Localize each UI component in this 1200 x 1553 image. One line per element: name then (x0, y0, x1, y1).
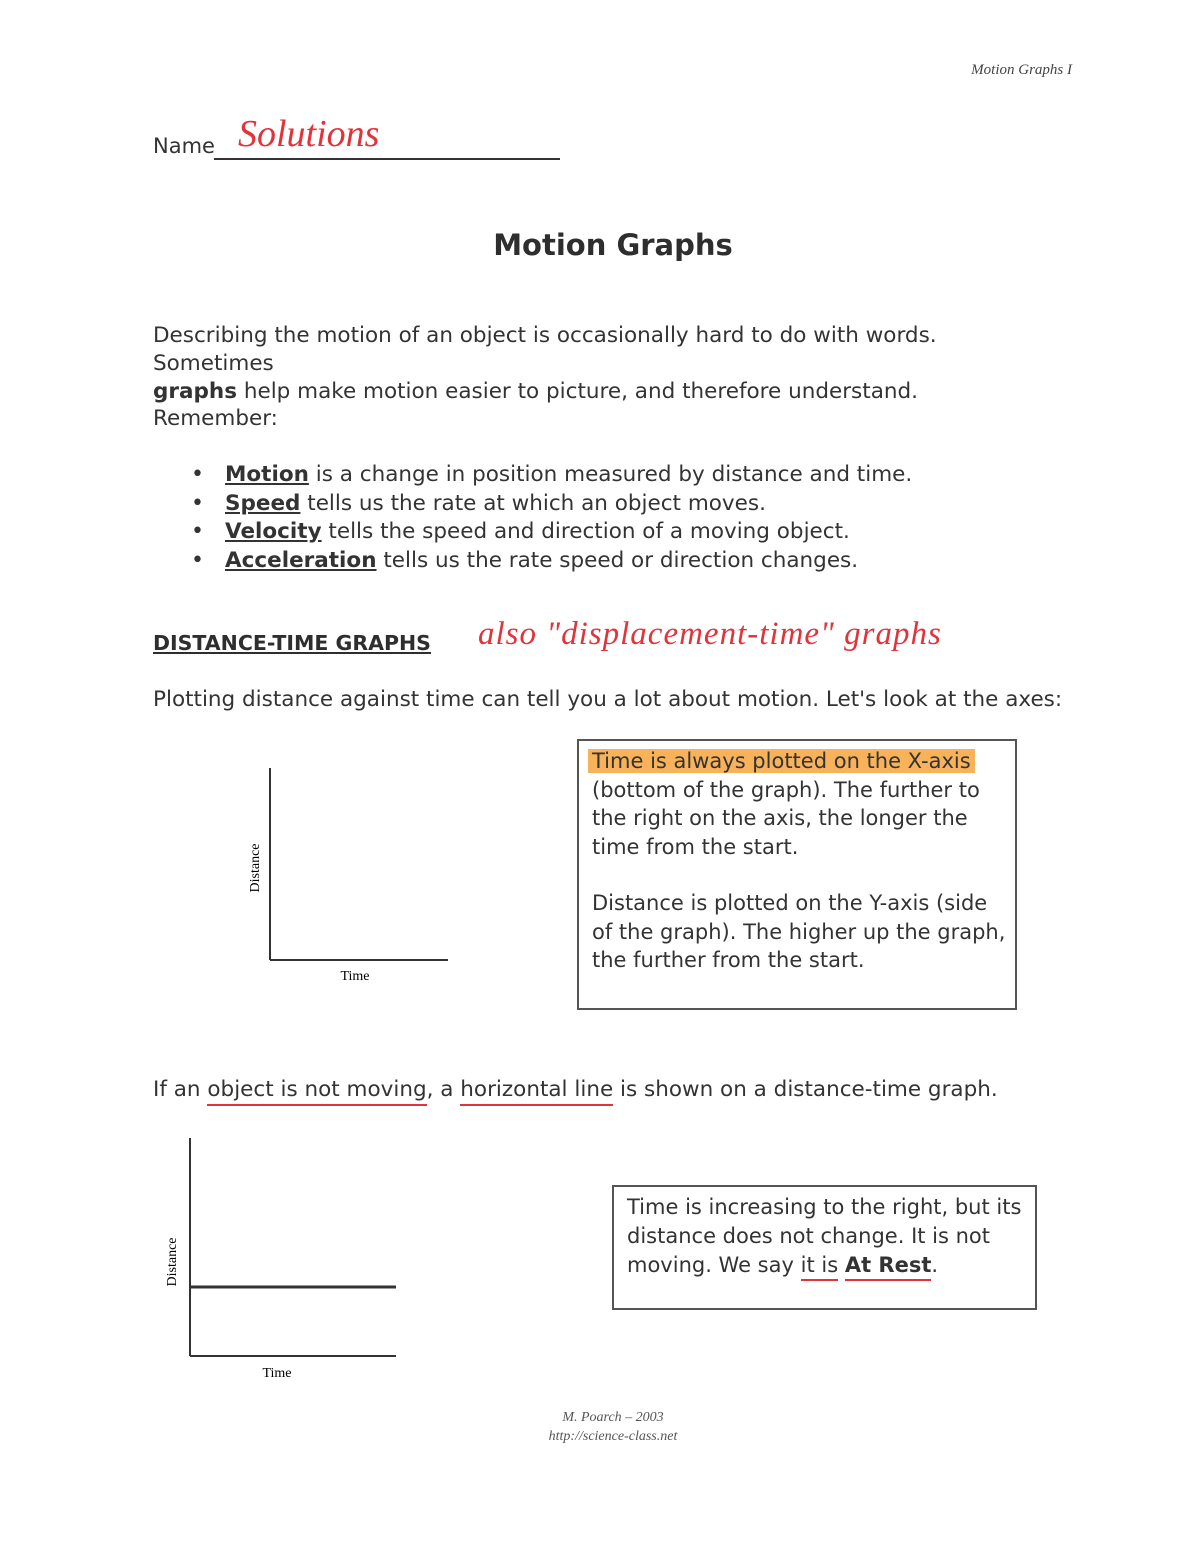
list-item (153, 547, 1053, 576)
not-moving-sentence (153, 1077, 998, 1102)
underlined-phrase: horizontal line (460, 1077, 613, 1106)
footer-author: M. Poarch – 2003 (562, 1410, 664, 1425)
y-axis-label: Distance (165, 1237, 180, 1287)
remember-label: Remember: (153, 406, 278, 431)
term-speed: Speed (225, 490, 301, 516)
footer (0, 1408, 1200, 1446)
axes-explanation-text (592, 747, 1012, 975)
definitions-list (153, 461, 1053, 575)
at-rest-graph (155, 1132, 415, 1392)
explanation-text: Time is increasing to the right, but its distance does not change. It is not moving. We say (627, 1195, 1022, 1277)
definition-text: tells us the rate at which an object moves. (300, 490, 766, 516)
intro-line-1: Describing the motion of an object is occasionally hard to do with words. Sometimes (153, 323, 937, 376)
term-acceleration: Acceleration (225, 547, 377, 573)
underlined-phrase: it is (801, 1253, 839, 1281)
plotting-paragraph: Plotting distance against time can tell you a lot about motion. Let's look at the axes: (153, 687, 1063, 712)
list-item (153, 490, 1053, 519)
name-underline (214, 158, 560, 160)
underlined-phrase: object is not moving (207, 1077, 426, 1106)
x-axis-explanation: (bottom of the graph). The further to the right on the axis, the longer the time from the start. (592, 777, 980, 859)
name-label: Name (153, 134, 215, 158)
bullet-icon: • (191, 519, 204, 544)
x-axis-label: Time (262, 1366, 292, 1381)
bullet-icon: • (191, 462, 204, 487)
list-item (153, 461, 1053, 490)
intro-paragraph (153, 322, 1053, 406)
at-rest-term: At Rest (845, 1253, 932, 1281)
text-space (838, 1253, 845, 1277)
definition-text: tells the speed and direction of a moving object. (321, 519, 850, 544)
bullet-icon: • (191, 547, 204, 573)
empty-axes-graph (230, 760, 460, 990)
highlighted-sentence: Time is always plotted on the X-axis (588, 749, 975, 773)
footer-url: http://science-class.net (548, 1429, 678, 1444)
at-rest-explanation-text (627, 1193, 1032, 1280)
sentence-part: , a (426, 1077, 461, 1102)
page-title: Motion Graphs (493, 228, 733, 262)
intro-bold-word: graphs (153, 379, 237, 404)
y-axis-label: Distance (248, 843, 263, 893)
intro-line-2: help make motion easier to picture, and therefore understand. (237, 379, 918, 404)
running-header: Motion Graphs I (971, 62, 1072, 78)
section-heading: DISTANCE-TIME GRAPHS (153, 631, 431, 655)
term-velocity: Velocity (225, 519, 322, 544)
sentence-part: is shown on a distance-time graph. (613, 1077, 998, 1102)
x-axis-label: Time (340, 969, 370, 984)
term-motion: Motion (225, 462, 309, 487)
name-handwritten-value: Solutions (238, 113, 380, 155)
explanation-end: . (931, 1253, 939, 1277)
bullet-icon: • (191, 490, 204, 516)
sentence-part: If an (153, 1077, 208, 1102)
definition-text: tells us the rate speed or direction changes. (376, 547, 859, 573)
y-axis-explanation: Distance is plotted on the Y-axis (side of the graph). The higher up the graph, the further from the start. (592, 891, 1006, 972)
definition-text: is a change in position measured by distance and time. (308, 462, 913, 487)
handwritten-annotation: also "displacement-time" graphs (478, 616, 942, 652)
list-item (153, 518, 1053, 547)
